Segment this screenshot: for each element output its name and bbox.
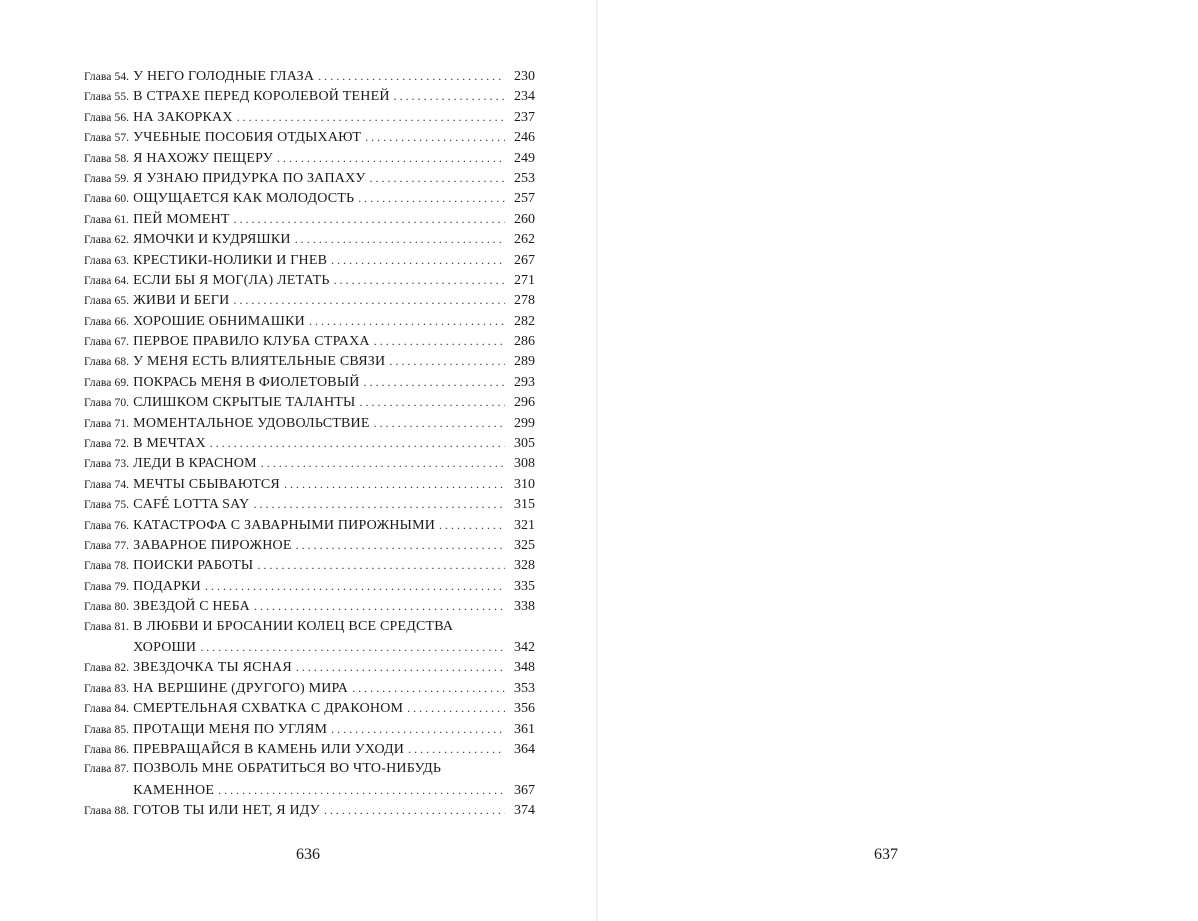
toc-entry [84,270,535,290]
toc-entry [84,719,535,739]
chapter-title: ЯМОЧКИ И КУДРЯШКИ [133,232,291,248]
toc-entry [84,657,535,677]
toc-entry [84,596,535,616]
chapter-title: КАМЕННОЕ [133,782,215,798]
chapter-page-number: 367 [514,782,535,798]
chapter-page-number: 289 [514,354,535,370]
chapter-page-number: 278 [514,293,535,309]
chapter-page-number: 338 [514,599,535,615]
chapter-page-number: 296 [514,395,535,411]
toc-entry [84,474,535,494]
toc-entry [84,413,535,433]
chapter-number: Глава 64. [84,274,130,287]
toc-entry [84,168,535,188]
chapter-number: Глава 70. [84,397,130,410]
chapter-number: Глава 80. [84,601,130,614]
chapter-number: Глава 62. [84,234,130,247]
toc-entry [84,107,535,127]
dot-leader [352,678,505,698]
toc-entry [84,331,535,351]
chapter-title: В ЛЮБВИ И БРОСАНИИ КОЛЕЦ ВСЕ СРЕДСТВА [133,618,454,634]
chapter-title: ПОДАРКИ [133,578,201,594]
toc-entry [84,392,535,412]
chapter-title: НА ЗАКОРКАХ [133,109,233,125]
chapter-number: Глава 59. [84,172,130,185]
toc-entry [84,250,535,270]
chapter-page-number: 335 [514,578,535,594]
chapter-page-number: 328 [514,558,535,574]
chapter-title: CAFÉ LOTTA SAY [133,497,250,513]
chapter-number: Глава 77. [84,539,130,552]
toc-entry-continuation [84,780,535,800]
chapter-title: ЗВЕЗДОЙ С НЕБА [133,599,250,615]
chapter-number: Глава 75. [84,499,130,512]
chapter-title: ПЕЙ МОМЕНТ [133,211,230,227]
chapter-page-number: 342 [514,639,535,655]
toc-entry [84,148,535,168]
dot-leader [200,637,505,657]
chapter-title: ЛЕДИ В КРАСНОМ [133,456,257,472]
chapter-number: Глава 65. [84,295,130,308]
toc-entry [84,433,535,453]
chapter-page-number: 237 [514,109,535,125]
dot-leader [394,86,505,106]
chapter-page-number: 325 [514,537,535,553]
toc-entry [84,759,535,779]
page-number-right: 637 [874,846,898,863]
page-number-left: 636 [296,846,320,863]
chapter-title: ГОТОВ ТЫ ИЛИ НЕТ, Я ИДУ [133,803,320,819]
chapter-number: Глава 78. [84,560,130,573]
chapter-page-number: 348 [514,660,535,676]
chapter-number: Глава 86. [84,743,130,756]
left-page [0,0,597,921]
chapter-number: Глава 54. [84,71,130,83]
chapter-page-number: 286 [514,334,535,350]
chapter-number: Глава 58. [84,152,130,165]
chapter-title: ЕСЛИ БЫ Я МОГ(ЛА) ЛЕТАТЬ [133,272,330,288]
chapter-page-number: 262 [514,232,535,248]
chapter-title: ОЩУЩАЕТСЯ КАК МОЛОДОСТЬ [133,191,355,207]
chapter-number: Глава 60. [84,193,130,206]
chapter-title: Я УЗНАЮ ПРИДУРКА ПО ЗАПАХУ [133,170,366,186]
dot-leader [253,494,505,514]
chapter-page-number: 253 [514,170,535,186]
toc-entry [84,800,535,820]
chapter-title: У НЕГО ГОЛОДНЫЕ ГЛАЗА [133,69,315,84]
dot-leader [233,290,505,310]
chapter-title: ЗВЕЗДОЧКА ТЫ ЯСНАЯ [133,660,292,676]
chapter-number: Глава 55. [84,91,130,104]
dot-leader [205,576,505,596]
chapter-title: ПРЕВРАЩАЙСЯ В КАМЕНЬ ИЛИ УХОДИ [133,741,405,757]
dot-leader [334,270,505,290]
chapter-page-number: 299 [514,415,535,431]
chapter-number: Глава 85. [84,723,130,736]
dot-leader [359,392,505,412]
chapter-number: Глава 76. [84,519,130,532]
chapter-page-number: 315 [514,497,535,513]
chapter-page-number: 230 [514,69,535,84]
chapter-title: СМЕРТЕЛЬНАЯ СХВАТКА С ДРАКОНОМ [133,701,404,717]
chapter-title: КРЕСТИКИ-НОЛИКИ И ГНЕВ [133,252,328,268]
table-of-contents-left [84,66,535,820]
chapter-number: Глава 84. [84,703,130,716]
toc-entry [84,127,535,147]
toc-entry [84,351,535,371]
chapter-title: СЛИШКОМ СКРЫТЫЕ ТАЛАНТЫ [133,395,356,411]
chapter-title: У МЕНЯ ЕСТЬ ВЛИЯТЕЛЬНЫЕ СВЯЗИ [133,354,386,370]
toc-entry [84,515,535,535]
chapter-page-number: 246 [514,130,535,146]
chapter-title: ХОРОШИ [133,639,197,655]
toc-entry [84,555,535,575]
chapter-number: Глава 66. [84,315,130,328]
chapter-page-number: 249 [514,150,535,166]
dot-leader [407,698,505,718]
toc-entry [84,86,535,106]
chapter-number: Глава 88. [84,805,130,818]
dot-leader [324,800,505,820]
dot-leader [389,351,505,371]
chapter-number: Глава 79. [84,580,130,593]
dot-leader [365,127,505,147]
dot-leader [364,372,505,392]
chapter-page-number: 257 [514,191,535,207]
chapter-title: В МЕЧТАХ [133,436,206,452]
chapter-number: Глава 56. [84,111,130,124]
dot-leader [408,739,505,759]
toc-entry [84,698,535,718]
dot-leader [234,209,505,229]
chapter-number: Глава 72. [84,438,130,451]
toc-entry [84,678,535,698]
chapter-title: ЗАВАРНОЕ ПИРОЖНОЕ [133,537,292,553]
chapter-page-number: 361 [514,721,535,737]
dot-leader [257,555,505,575]
chapter-title: ХОРОШИЕ ОБНИМАШКИ [133,313,305,329]
toc-entry [84,453,535,473]
chapter-page-number: 260 [514,211,535,227]
dot-leader [218,780,505,800]
dot-leader [309,311,505,331]
chapter-number: Глава 68. [84,356,130,369]
toc-entry-continuation [84,637,535,657]
chapter-title: ПОИСКИ РАБОТЫ [133,558,254,574]
toc-entry [84,372,535,392]
dot-leader [439,515,505,535]
dot-leader [254,596,505,616]
toc-entry [84,535,535,555]
chapter-page-number: 310 [514,476,535,492]
chapter-page-number: 356 [514,701,535,717]
dot-leader [318,66,505,86]
chapter-title: ЖИВИ И БЕГИ [133,293,230,309]
chapter-title: НА ВЕРШИНЕ (ДРУГОГО) МИРА [133,680,349,696]
chapter-page-number: 234 [514,89,535,105]
dot-leader [261,453,505,473]
chapter-page-number: 321 [514,517,535,533]
toc-entry [84,66,535,86]
chapter-title: ПЕРВОЕ ПРАВИЛО КЛУБА СТРАХА [133,334,370,350]
toc-entry [84,229,535,249]
toc-entry [84,209,535,229]
chapter-title: УЧЕБНЫЕ ПОСОБИЯ ОТДЫХАЮТ [133,130,362,146]
chapter-title: ПОЗВОЛЬ МНЕ ОБРАТИТЬСЯ ВО ЧТО-НИБУДЬ [133,761,442,777]
chapter-title: В СТРАХЕ ПЕРЕД КОРОЛЕВОЙ ТЕНЕЙ [133,89,390,105]
toc-entry [84,311,535,331]
chapter-number: Глава 82. [84,662,130,675]
chapter-title: МОМЕНТАЛЬНОЕ УДОВОЛЬСТВИЕ [133,415,370,431]
chapter-page-number: 308 [514,456,535,472]
dot-leader [295,229,505,249]
chapter-title: Я НАХОЖУ ПЕЩЕРУ [133,150,273,166]
chapter-number: Глава 57. [84,132,130,145]
chapter-number: Глава 87. [84,763,130,776]
dot-leader [358,188,505,208]
chapter-number: Глава 81. [84,620,130,633]
dot-leader [331,719,505,739]
chapter-number: Глава 83. [84,682,130,695]
toc-entry [84,739,535,759]
toc-entry [84,188,535,208]
dot-leader [237,107,505,127]
dot-leader [284,474,505,494]
dot-leader [277,148,505,168]
chapter-title: КАТАСТРОФА С ЗАВАРНЫМИ ПИРОЖНЫМИ [133,517,436,533]
chapter-number: Глава 71. [84,417,130,430]
toc-entry [84,617,535,637]
toc-entry [84,494,535,514]
chapter-page-number: 353 [514,680,535,696]
chapter-page-number: 364 [514,741,535,757]
chapter-page-number: 282 [514,313,535,329]
chapter-title: ПРОТАЩИ МЕНЯ ПО УГЛЯМ [133,721,328,737]
chapter-number: Глава 73. [84,458,130,471]
chapter-title: МЕЧТЫ СБЫВАЮТСЯ [133,476,280,492]
chapter-page-number: 267 [514,252,535,268]
chapter-number: Глава 63. [84,254,130,267]
toc-entry [84,290,535,310]
chapter-number: Глава 67. [84,336,130,349]
chapter-page-number: 293 [514,374,535,390]
right-page [598,0,1198,921]
chapter-number: Глава 61. [84,213,130,226]
chapter-number: Глава 69. [84,376,130,389]
dot-leader [370,168,505,188]
chapter-title: ПОКРАСЬ МЕНЯ В ФИОЛЕТОВЫЙ [133,374,360,390]
dot-leader [210,433,505,453]
dot-leader [374,413,505,433]
dot-leader [374,331,505,351]
dot-leader [331,250,505,270]
dot-leader [296,535,505,555]
dot-leader [296,657,505,677]
chapter-page-number: 271 [514,272,535,288]
chapter-number: Глава 74. [84,478,130,491]
toc-entry [84,576,535,596]
chapter-page-number: 374 [514,803,535,819]
chapter-page-number: 305 [514,436,535,452]
